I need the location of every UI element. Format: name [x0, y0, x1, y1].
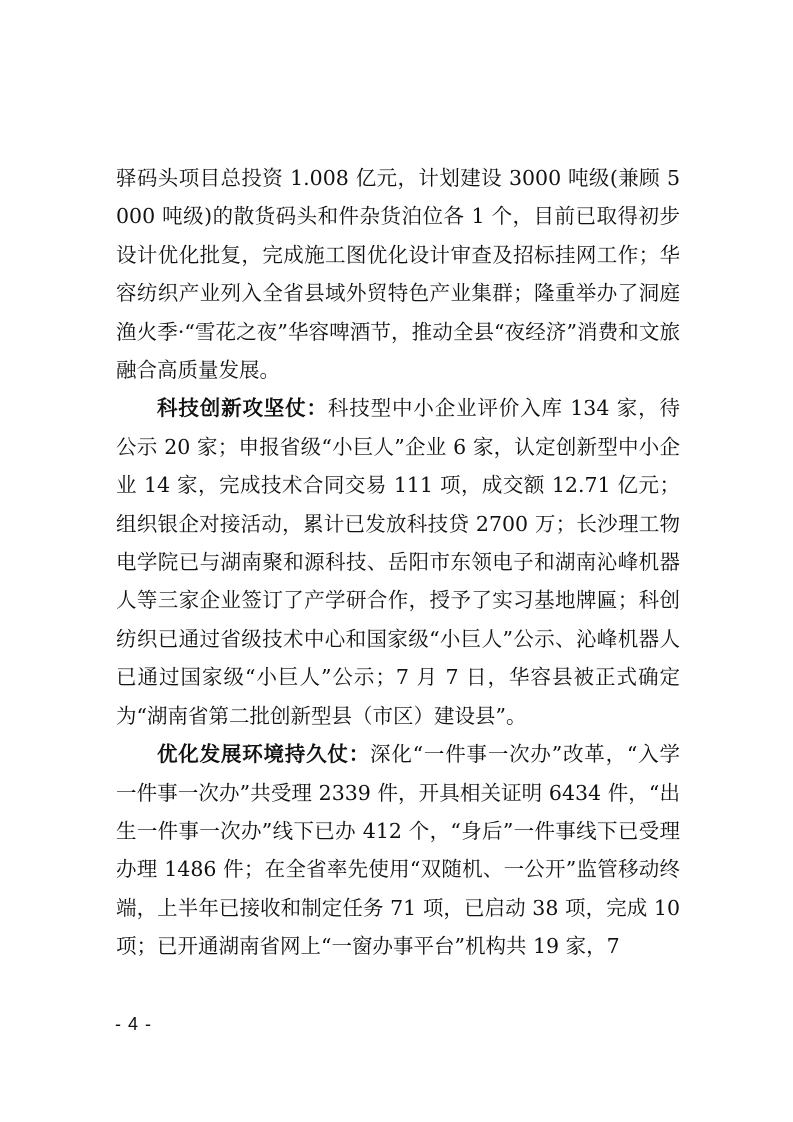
section-heading-business-environment: 优化发展环境持久仗： — [157, 742, 371, 767]
paragraph-text: 驿码头项目总投资 1.008 亿元，计划建设 3000 吨级(兼顾 5000 吨级)的散货码头和件杂货泊位各 1 个，目前已取得初步设计优化批复，完成施工图优化设计审查及招标挂网工作；华容纺织产业列入全省县域外贸特色产业集群；隆重举办了洞庭渔火季·“雪花之夜”华容啤酒节，推动全县“夜经济”消费和文旅融合高质量发展。 — [116, 166, 680, 383]
paragraph-port-project — [116, 159, 680, 389]
paragraph-business-environment — [116, 735, 680, 965]
paragraph-text: 深化“一件事一次办”改革，“入学一件事一次办”共受理 2339 件，开具相关证明 6434 件，“出生一件事一次办”线下已办 412 个，“身后”一件事线下已受理办理 1486 件；在全省率先使用“双随机、一公开”监管移动终端，上半年已接收和制定任务 71 项，已启动 38 项，完成 10 项；已开通湖南省网上“一窗办事平台”机构共 19 家，7 — [116, 742, 680, 959]
page-number: - 4 - — [115, 1014, 153, 1034]
paragraph-text: 科技型中小企业评价入库 134 家，待公示 20 家；申报省级“小巨人”企业 6 家，认定创新型中小企业 14 家，完成技术合同交易 111 项，成交额 12.71 亿元；组织银企对接活动，累计已发放科技贷 2700 万；长沙理工物电学院已与湖南聚和源科技、岳阳市东领电子和湖南沁峰机器人等三家企业签订了产学研合作，授予了实习基地牌匾；科创纺织已通过省级技术中心和国家级“小巨人”公示、沁峰机器人已通过国家级“小巨人”公示；7 月 7 日，华容县被正式确定为“湖南省第二批创新型县（市区）建设县”。 — [116, 396, 680, 728]
section-heading-tech-innovation: 科技创新攻坚仗： — [157, 396, 328, 421]
paragraph-tech-innovation — [116, 389, 680, 735]
document-body — [116, 159, 680, 966]
